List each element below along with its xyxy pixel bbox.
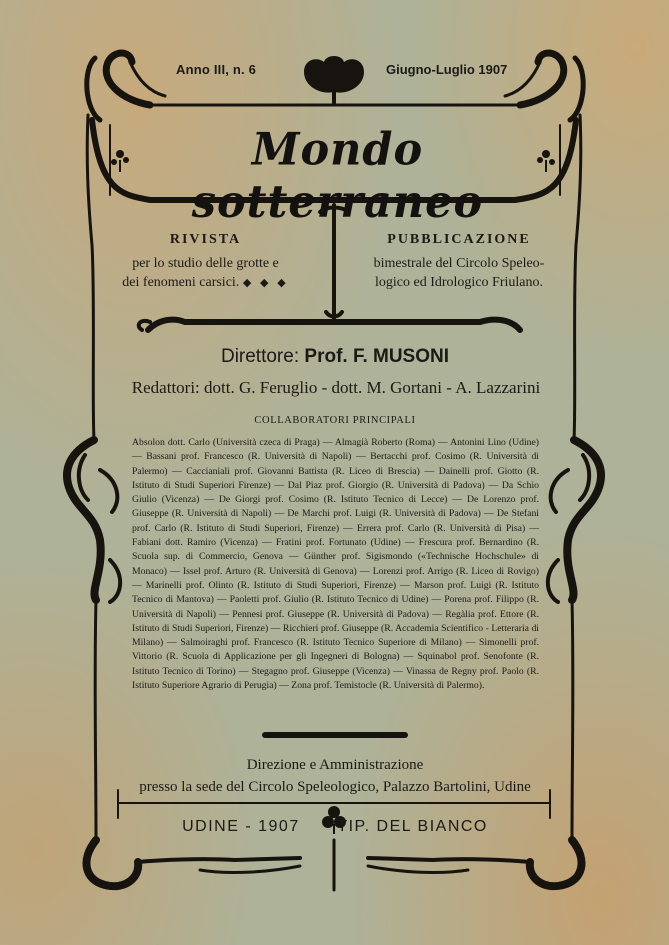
- collaborators-text: Absolon dott. Carlo (Università czeca di Praga) — Almagià Roberto (Roma) — Antonini Lino (Udine) — Bassani prof. Francesco (R. Università di Napoli) — Bertacchi prof. Cosimo (R. Università di Palermo) — Caccianiali prof. Giovanni Battista (R. Liceo di Brescia) — Dainelli prof. Giotto (R. Istituto di Studi Superiori Firenze) — Dal Piaz prof. Giorgio (R. Università di Padova) — Da Schio Giulio (Vicenza) — De Giorgi prof. Cosimo (R. Istituto Tecnico di Lecce) — De Lorenzo prof. Giuseppe (R. Università di Napoli) — De Marchi prof. Luigi (R. Università di Padova) — De Stefani prof. Carlo (R. Istituto di Studi Superiori, Firenze) — Errera prof. Carlo (R. Università di Pisa) — Fabiani dott. Ramiro (Vicenza) — Fratini prof. Fortunato (Udine) — Frescura prof. Bernardino (R. Scuola sup. di Commercio, Genova — Günther prof. Sigismondo («Technische Hochschule» di Monaco) — Issel prof. Arturo (R. Università di Genova) — Lorenzi prof. Arrigo (R. Liceo di Rovigo) — Marinelli prof. Olinto (R. Istituto di Studi Superiori, Firenze) — Marson prof. Luigi (R. Istituto Tecnico di Mantova) — Paoletti prof. Giulio (R. Istituto Tecnico di Udine) — Porena prof. Filippo (R. Università di Napoli) — Pennesi prof. Giuseppe (R. Università di Padova) — Regàlia prof. Ettore (R. Istituto di Studi Superiori, Firenze) — Ricchieri prof. Giuseppe (R. Accademia Scientifico - Letteraria di Milano) — Salmoiraghi prof. Francesco (R. Istituto Tecnico Superiore di Milano) — Simonelli prof. Vittorio (R. Scuola di Applicazione per gli Ingegneri di Bologna) — Squinabol prof. Senofonte (R. Istituto Tecnico di Torino) — Stegagno prof. Giuseppe (Vicenza) — Vinassa de Regny prof. Paolo (R. Istituto Superiore Agrario di Perugia) — Zona prof. Temistocle (R. Università di Palermo).: [132, 437, 539, 692]
- flower-ornament-icon: [304, 56, 364, 106]
- issue-number: Anno III, n. 6: [176, 62, 257, 77]
- director-line: [90, 346, 580, 368]
- imprint-printer: TIP. DEL BIANCO: [337, 818, 488, 835]
- diamond-dots-icon: ◆ ◆ ◆: [242, 277, 289, 289]
- imprint-place-year: UDINE - 1907: [182, 818, 300, 835]
- sprig-right-icon: [537, 150, 555, 172]
- imprint-line: [120, 818, 550, 836]
- right-column-line: bimestrale del Circolo Speleo-: [373, 256, 545, 271]
- administration-block: [120, 754, 550, 798]
- editors-line: Redattori: dott. G. Feruglio - dott. M. Gortani - A. Lazzarini: [131, 378, 541, 397]
- right-column: [348, 232, 570, 292]
- issue-date: Giugno-Luglio 1907: [386, 62, 508, 77]
- right-column-line: logico ed Idrologico Friulano.: [375, 275, 543, 290]
- director-label: Direttore:: [220, 346, 300, 367]
- left-column-line: dei fenomeni carsici.: [122, 275, 240, 290]
- right-column-heading: PUBBLICAZIONE: [387, 232, 531, 247]
- sprig-left-icon: [111, 150, 129, 172]
- collaborators-list: [132, 436, 539, 693]
- magazine-title: Mondo sotterraneo: [191, 123, 484, 229]
- administration-line: Direzione e Amministrazione: [246, 757, 424, 773]
- administration-line: presso la sede del Circolo Speleologico, Palazzo Bartolini, Udine: [139, 779, 531, 795]
- director-name: Prof. F. MUSONI: [304, 346, 450, 367]
- collaborators-heading: COLLABORATORI PRINCIPALI: [254, 415, 416, 426]
- left-column-line: per lo studio delle grotte e: [132, 256, 279, 271]
- left-column-heading: RIVISTA: [169, 232, 242, 247]
- left-column: [98, 232, 313, 293]
